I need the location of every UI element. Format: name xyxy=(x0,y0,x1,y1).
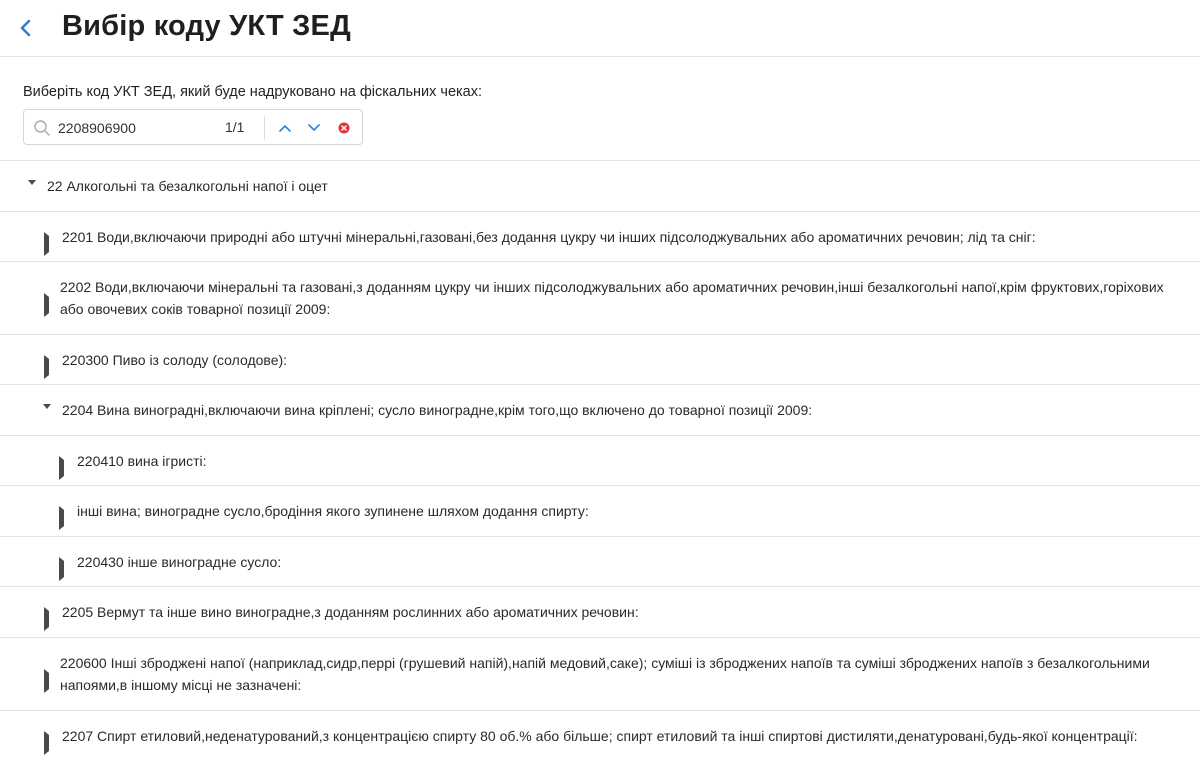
previous-match-button[interactable] xyxy=(276,119,294,137)
tree-row-label: 22 Алкогольні та безалкогольні напої і оцет xyxy=(47,178,328,194)
collapsed-caret-icon[interactable] xyxy=(43,670,51,678)
search-label: Виберіть код УКТ ЗЕД, який буде надруковано на фіскальних чеках: xyxy=(23,84,483,100)
tree-row[interactable] xyxy=(0,638,1200,711)
tree-row[interactable] xyxy=(0,537,1200,587)
tree-row-label: 2201 Води,включаючи природні або штучні мінеральні,газовані,без додання цукру чи інших підсолоджувальних або ароматичних речовин; лід та сніг: xyxy=(62,228,1036,245)
page-title: Вибір коду УКТ ЗЕД xyxy=(62,10,351,42)
page-header xyxy=(0,0,1200,57)
collapsed-caret-icon[interactable] xyxy=(43,294,51,302)
tree-row[interactable] xyxy=(0,335,1200,385)
tree-row-label: 2207 Спирт етиловий,неденатурований,з концентрацією спирту 80 об.% або більше; спирт етиловий та інші спиртові дистиляти,денатуровані,будь-якої концентрації: xyxy=(62,728,1138,744)
chevron-down-icon xyxy=(307,123,321,133)
tree-row-label: 2204 Вина виноградні,включаючи вина кріплені; сусло виноградне,крім того,що включено до товарної позиції 2009: xyxy=(62,402,813,418)
tree-row-label: 220410 вина ігристі: xyxy=(77,452,207,469)
tree-row[interactable] xyxy=(0,212,1200,262)
back-button[interactable] xyxy=(14,16,38,40)
tree-row-label: інші вина; виноградне сусло,бродіння якого зупинене шляхом додання спирту: xyxy=(77,503,589,519)
collapsed-caret-icon[interactable] xyxy=(43,608,51,616)
tree-row-label: 220300 Пиво із солоду (солодове): xyxy=(62,351,288,368)
match-count: 1/1 xyxy=(225,119,245,135)
collapsed-caret-icon[interactable] xyxy=(58,558,66,566)
chevron-up-icon xyxy=(278,123,292,133)
search-divider xyxy=(264,116,265,140)
collapsed-caret-icon[interactable] xyxy=(58,457,66,465)
tree-row[interactable] xyxy=(0,587,1200,638)
tree-row[interactable] xyxy=(0,385,1200,436)
search-input[interactable] xyxy=(56,116,210,140)
tree-row[interactable] xyxy=(0,711,1200,761)
search-box xyxy=(23,109,363,145)
tree-row[interactable] xyxy=(0,486,1200,537)
tree-row-label: 2205 Вермут та інше вино виноградне,з доданням рослинних або ароматичних речовин: xyxy=(62,604,639,620)
tree-row-label: 220430 інше виноградне сусло: xyxy=(77,553,282,570)
tree-row-label: 2202 Води,включаючи мінеральні та газовані,з доданням цукру чи інших підсолоджувальних або ароматичних речовин,інші безалкогольні напої,крім фруктових,горіхових або овочевих соків товарної позиції 2009: xyxy=(60,279,1164,317)
tree-row[interactable] xyxy=(0,161,1200,212)
search-icon xyxy=(33,119,51,137)
chevron-left-icon xyxy=(19,18,33,38)
search-section xyxy=(0,57,1200,161)
collapsed-caret-icon[interactable] xyxy=(43,356,51,364)
clear-search-button[interactable] xyxy=(335,119,353,137)
hs-code-tree xyxy=(0,161,1200,761)
expanded-caret-icon[interactable] xyxy=(43,406,51,414)
tree-row-label: 220600 Інші зброджені напої (наприклад,сидр,перрі (грушевий напій),напій медовий,саке); суміші із зброджених напоїв та суміші зброджених напоїв з безалкогольними напоями,в іншому місці не зазначені: xyxy=(60,655,1150,693)
next-match-button[interactable] xyxy=(305,119,323,137)
collapsed-caret-icon[interactable] xyxy=(43,233,51,241)
tree-row[interactable] xyxy=(0,262,1200,335)
clear-icon xyxy=(338,122,350,134)
collapsed-caret-icon[interactable] xyxy=(43,732,51,740)
expanded-caret-icon[interactable] xyxy=(28,182,36,190)
collapsed-caret-icon[interactable] xyxy=(58,507,66,515)
tree-row[interactable] xyxy=(0,436,1200,486)
